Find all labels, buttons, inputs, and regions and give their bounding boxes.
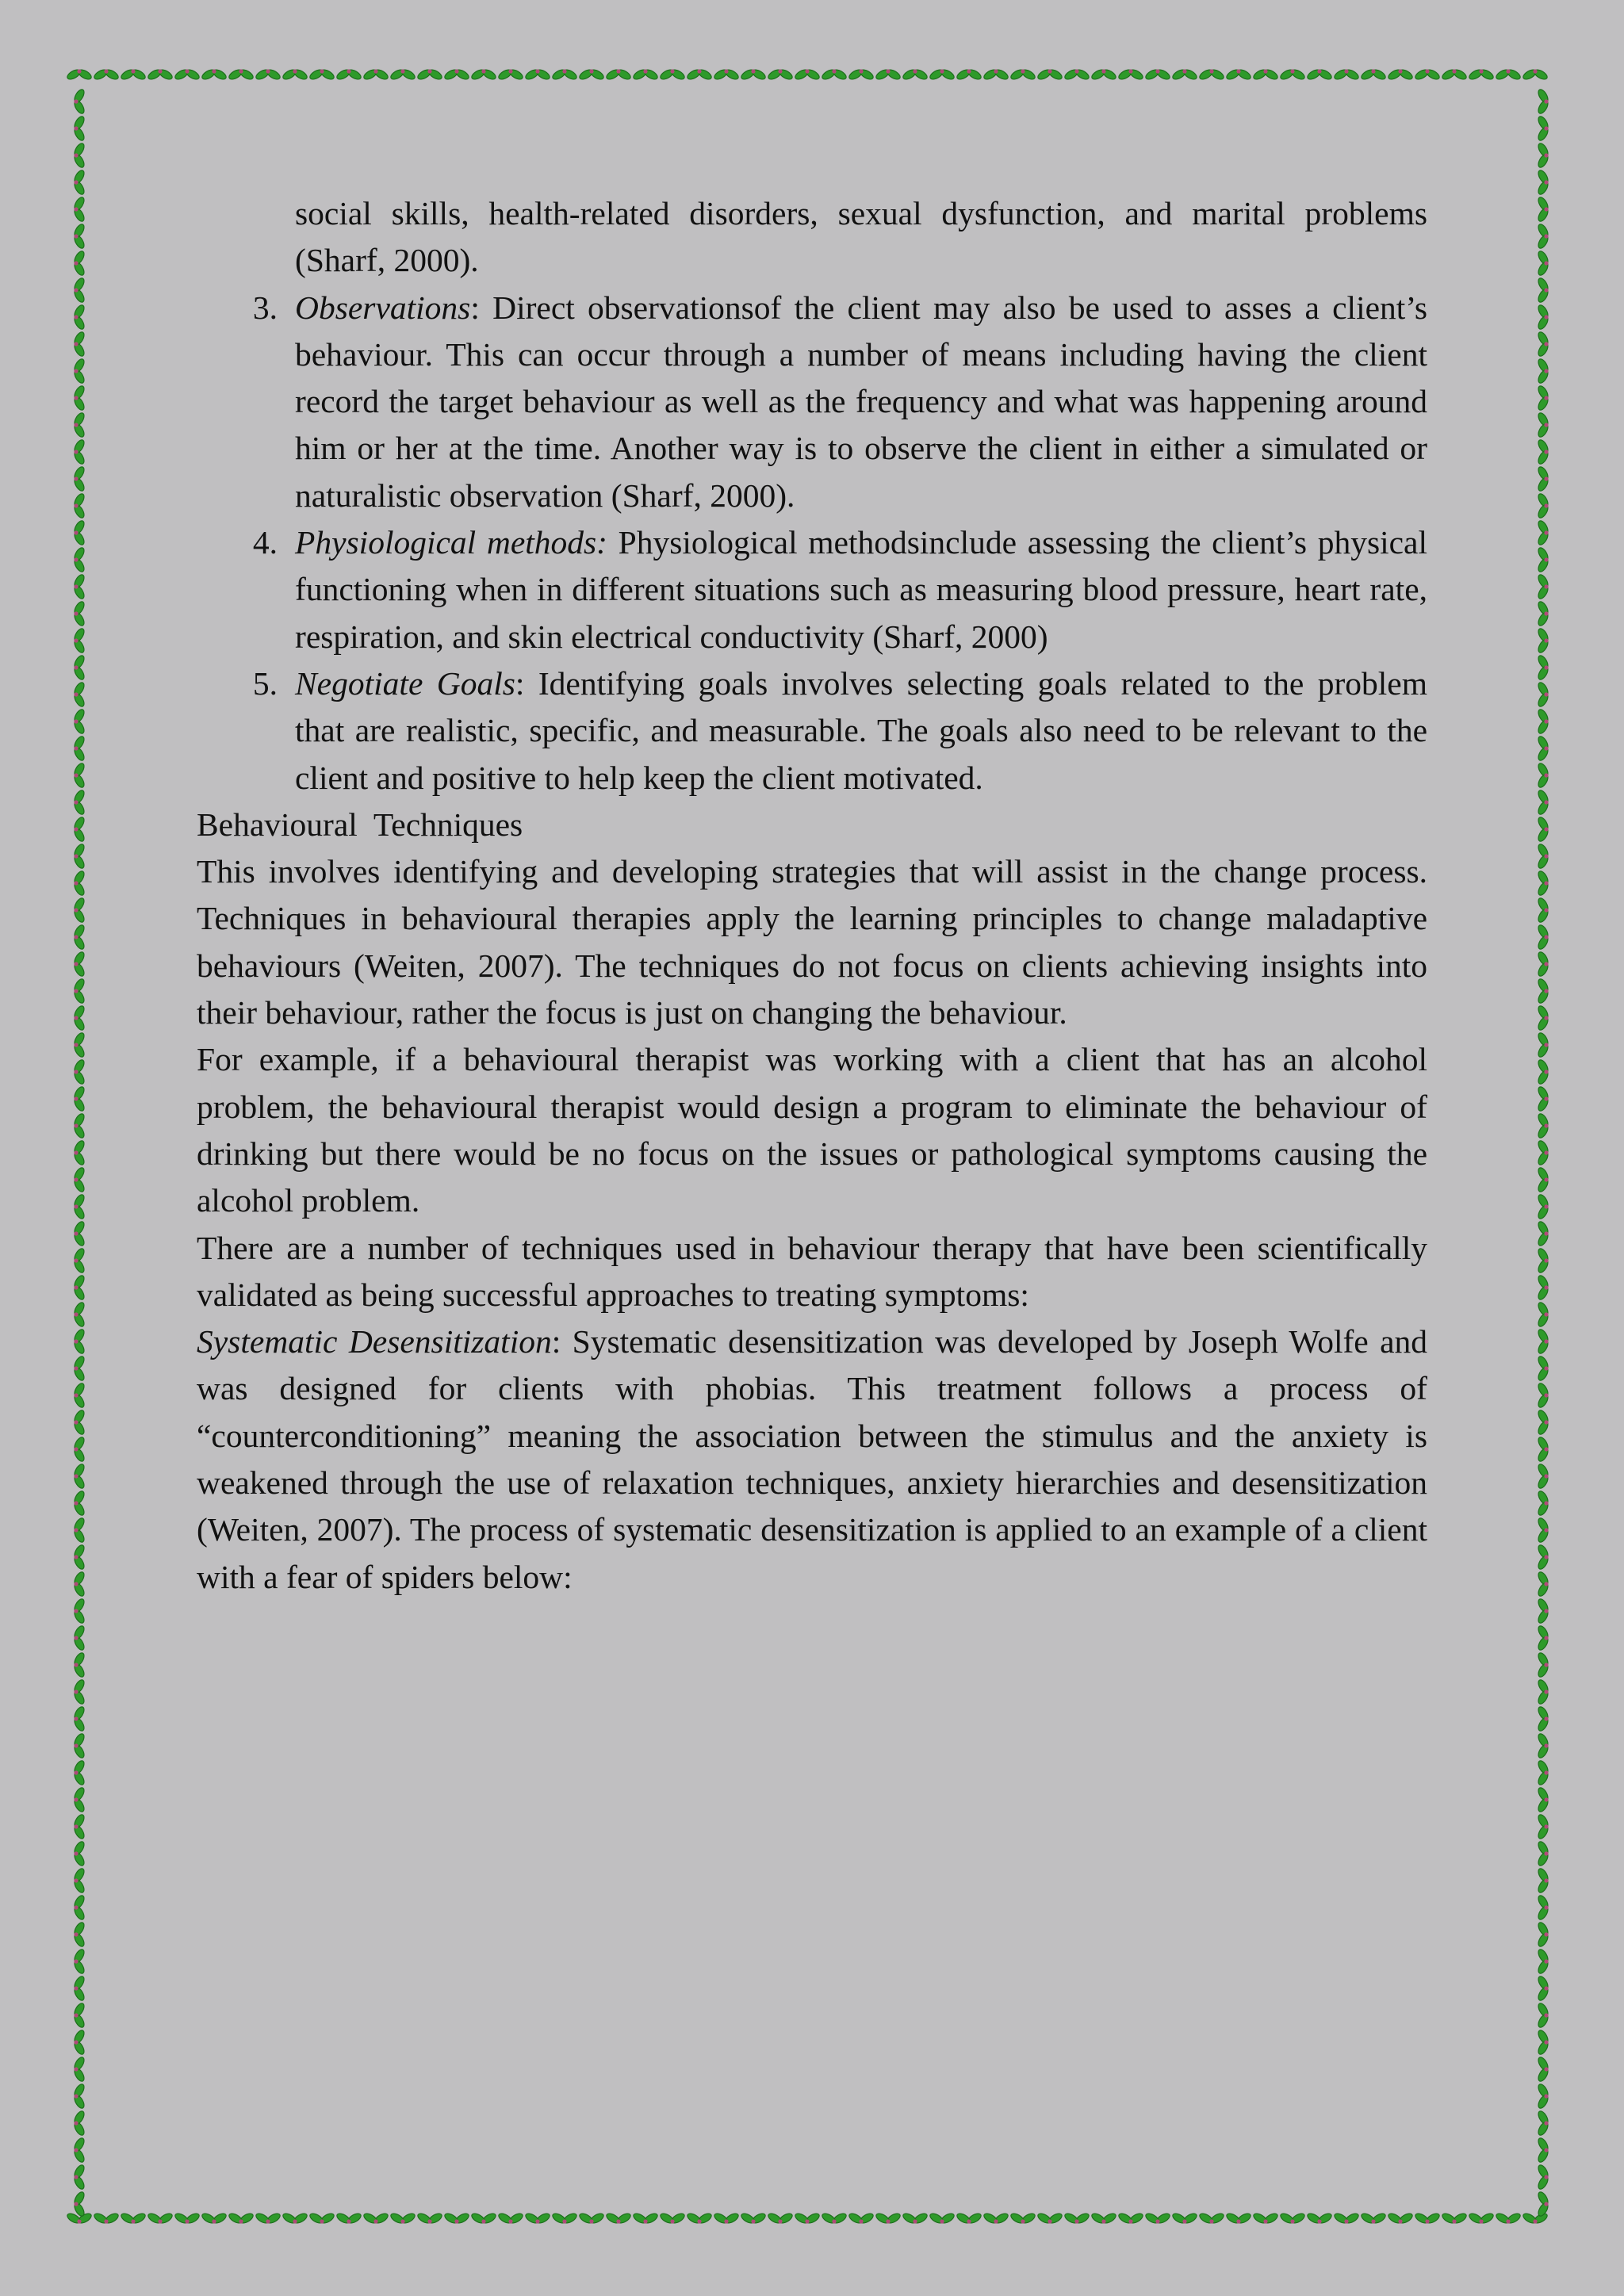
- list-term-separator: :: [470, 289, 480, 326]
- paragraph: This involves identifying and developing strategies that will assist in the change process. Techniques in behavioural therapies apply the learning principles to change maladaptive behaviours (Weiten, 2007). The techniques do not focus on clients achieving insights into their behaviour, rather the focus is just on changing the behaviour.: [197, 853, 1427, 1031]
- document-page: [197, 190, 1427, 1601]
- list-item-body: [295, 660, 1427, 802]
- list-number: 3.: [252, 289, 278, 326]
- list-text: Direct observationsof the client may also be used to asses a client’s behaviour. This can occur through a number of means including having the client record the target behaviour as well as the frequency and what was happening around him or her at the time. Another way is to observe the client in either a simulated or naturalistic observation (Sharf, 2000).: [295, 289, 1427, 514]
- list-term: Negotiate Goals: [295, 664, 515, 702]
- continued-list-text: social skills, health-related disorders, sexual dysfunction, and marital problems (Sharf, 2000).: [295, 195, 1427, 279]
- list-text: Identifying goals involves selecting goals related to the problem that are realistic, specific, and measurable. The goals also need to be relevant to the client and positive to help keep the client motivated.: [295, 664, 1427, 796]
- list-term: Physiological methods:: [295, 524, 608, 561]
- list-number: 4.: [252, 524, 278, 561]
- paragraph-term-separator: :: [551, 1323, 561, 1360]
- list-item: [197, 660, 1427, 802]
- list-item-body: [295, 285, 1427, 519]
- list-term: Observations: [295, 289, 471, 326]
- list-term-separator: :: [515, 664, 525, 702]
- paragraph: For example, if a behavioural therapist was working with a client that has an alcohol problem, the behavioural therapist would design a program to eliminate the behaviour of drinking but there would be no focus on the issues or pathological symptoms causing the alcohol problem.: [197, 1041, 1427, 1219]
- paragraph-term: Systematic Desensitization: [197, 1323, 552, 1360]
- list-number: 5.: [252, 664, 278, 702]
- paragraph: [197, 1318, 1427, 1601]
- paragraph: There are a number of techniques used in behaviour therapy that have been scientifically validated as being successful approaches to treating symptoms:: [197, 1229, 1427, 1313]
- paragraph-text: Systematic desensitization was developed by Joseph Wolfe and was designed for clients with phobias. This treatment follows a process of “counterconditioning” meaning the association between the stimulus and the anxiety is weakened through the use of relaxation techniques, anxiety hierarchies and desensitization (Weiten, 2007). The process of systematic desensitization is applied to an example of a client with a fear of spiders below:: [197, 1323, 1427, 1595]
- list-item-body: [295, 519, 1427, 660]
- list-item: [197, 285, 1427, 519]
- list-text: Physiological methodsinclude assessing the client’s physical functioning when in different situations such as measuring blood pressure, heart rate, respiration, and skin electrical conductivity (Sharf, 2000): [295, 524, 1427, 655]
- list-item: [197, 519, 1427, 660]
- section-heading: Behavioural Techniques: [197, 806, 523, 843]
